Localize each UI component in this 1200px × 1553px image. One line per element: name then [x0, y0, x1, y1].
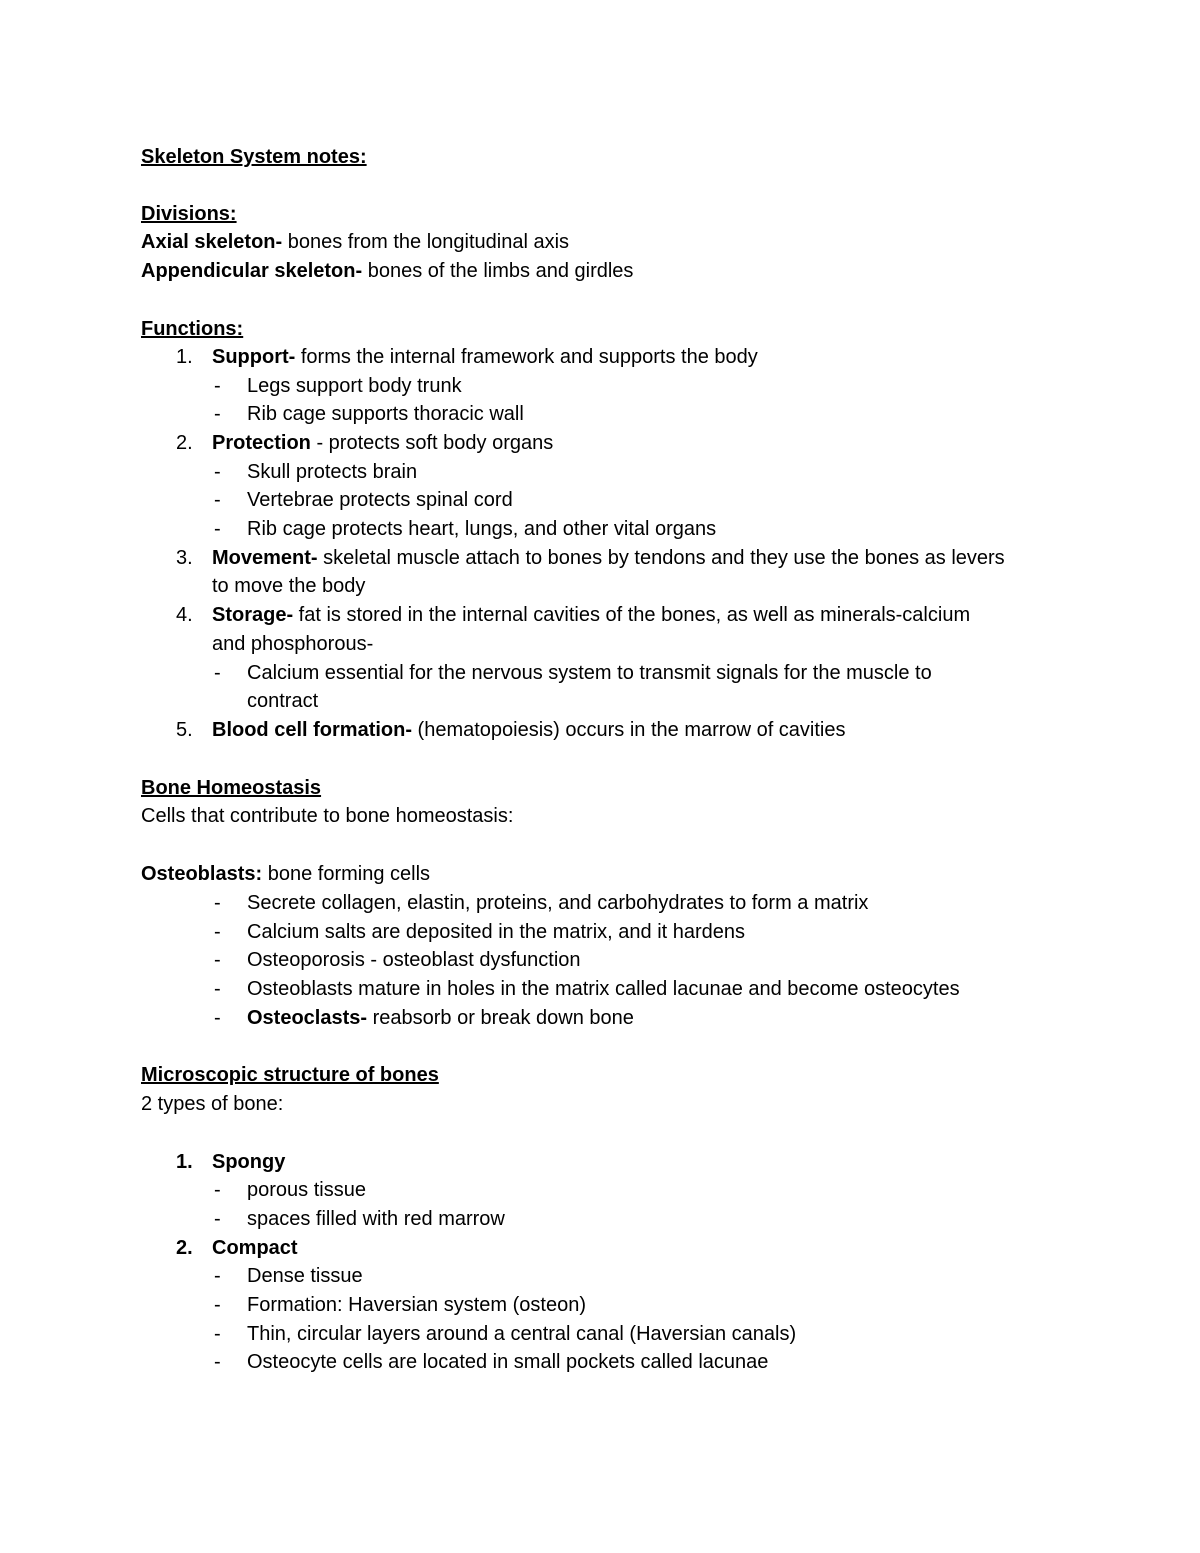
function-item-blood-cell: [212, 716, 846, 745]
axial-text: bones from the longitudinal axis: [282, 231, 570, 253]
appendicular-term: Appendicular skeleton-: [141, 260, 363, 282]
list-item: Osteoporosis - osteoblast dysfunction: [247, 949, 581, 971]
bullet-dash: -: [214, 518, 221, 540]
list-item: spaces filled with red marrow: [247, 1208, 505, 1230]
function-term: Support-: [212, 346, 296, 368]
appendicular-line: [141, 257, 633, 286]
osteoblasts-text: bone forming cells: [262, 863, 431, 885]
function-term: Blood cell formation-: [212, 719, 412, 741]
axial-term: Axial skeleton-: [141, 231, 283, 253]
appendicular-text: bones of the limbs and girdles: [362, 260, 634, 282]
function-text: skeletal muscle attach to bones by tendons and they use the bones as levers: [317, 547, 1005, 569]
list-item: Thin, circular layers around a central canal (Haversian canals): [247, 1323, 797, 1345]
osteoclasts-term: Osteoclasts-: [247, 1007, 368, 1029]
osteoclasts-line: [247, 1004, 634, 1033]
bullet-dash: -: [214, 1265, 221, 1287]
function-item-protection: [212, 429, 553, 458]
homeostasis-intro: Cells that contribute to bone homeostasis:: [141, 805, 514, 827]
list-item: Formation: Haversian system (osteon): [247, 1294, 587, 1316]
axial-line: [141, 228, 569, 257]
list-item: Rib cage protects heart, lungs, and other vital organs: [247, 518, 717, 540]
bullet-dash: -: [214, 1007, 221, 1029]
document-title: Skeleton System notes:: [141, 146, 367, 168]
bullet-dash: -: [214, 662, 221, 684]
list-item: Osteoblasts mature in holes in the matrix called lacunae and become osteocytes: [247, 978, 960, 1000]
osteoblasts-line: [141, 860, 430, 889]
list-item: Vertebrae protects spinal cord: [247, 489, 513, 511]
list-item: Secrete collagen, elastin, proteins, and carbohydrates to form a matrix: [247, 892, 869, 914]
list-item: Legs support body trunk: [247, 375, 462, 397]
list-item-continuation: contract: [247, 690, 319, 712]
divisions-heading: Divisions:: [141, 203, 237, 225]
bullet-dash: -: [214, 892, 221, 914]
list-item: porous tissue: [247, 1179, 366, 1201]
bullet-dash: -: [214, 403, 221, 425]
bullet-dash: -: [214, 461, 221, 483]
bullet-dash: -: [214, 375, 221, 397]
list-item: Dense tissue: [247, 1265, 363, 1287]
list-item: Calcium essential for the nervous system to transmit signals for the muscle to: [247, 662, 932, 684]
function-item-storage: [212, 601, 970, 630]
list-number: 5.: [176, 719, 193, 741]
bullet-dash: -: [214, 1323, 221, 1345]
bone-type-compact: Compact: [212, 1237, 298, 1259]
function-continuation: and phosphorous-: [212, 633, 374, 655]
list-item: Rib cage supports thoracic wall: [247, 403, 524, 425]
homeostasis-heading: Bone Homeostasis: [141, 777, 322, 799]
functions-heading: Functions:: [141, 318, 244, 340]
bullet-dash: -: [214, 1351, 221, 1373]
bullet-dash: -: [214, 1179, 221, 1201]
microscopic-heading: Microscopic structure of bones: [141, 1064, 439, 1086]
function-item-movement: [212, 544, 1005, 573]
list-number: 2.: [176, 432, 193, 454]
function-text: forms the internal framework and supports the body: [295, 346, 758, 368]
list-number: 1.: [176, 346, 193, 368]
osteoclasts-text: reabsorb or break down bone: [367, 1007, 634, 1029]
bullet-dash: -: [214, 489, 221, 511]
bullet-dash: -: [214, 978, 221, 1000]
list-item: Osteocyte cells are located in small pockets called lacunae: [247, 1351, 769, 1373]
bullet-dash: -: [214, 921, 221, 943]
list-number: 3.: [176, 547, 193, 569]
microscopic-intro: 2 types of bone:: [141, 1093, 284, 1115]
bone-type-spongy: Spongy: [212, 1151, 286, 1173]
list-item: Skull protects brain: [247, 461, 418, 483]
function-text: fat is stored in the internal cavities of the bones, as well as minerals-calcium: [293, 604, 971, 626]
osteoblasts-term: Osteoblasts:: [141, 863, 263, 885]
list-item: Calcium salts are deposited in the matrix, and it hardens: [247, 921, 746, 943]
function-text: (hematopoiesis) occurs in the marrow of cavities: [412, 719, 846, 741]
function-term: Movement-: [212, 547, 318, 569]
list-number: 2.: [176, 1237, 193, 1259]
bullet-dash: -: [214, 1294, 221, 1316]
function-continuation: to move the body: [212, 575, 366, 597]
bullet-dash: -: [214, 949, 221, 971]
bullet-dash: -: [214, 1208, 221, 1230]
function-term: Protection: [212, 432, 311, 454]
function-term: Storage-: [212, 604, 294, 626]
function-item-support: [212, 343, 758, 372]
list-number: 1.: [176, 1151, 193, 1173]
list-number: 4.: [176, 604, 193, 626]
function-text: - protects soft body organs: [310, 432, 554, 454]
